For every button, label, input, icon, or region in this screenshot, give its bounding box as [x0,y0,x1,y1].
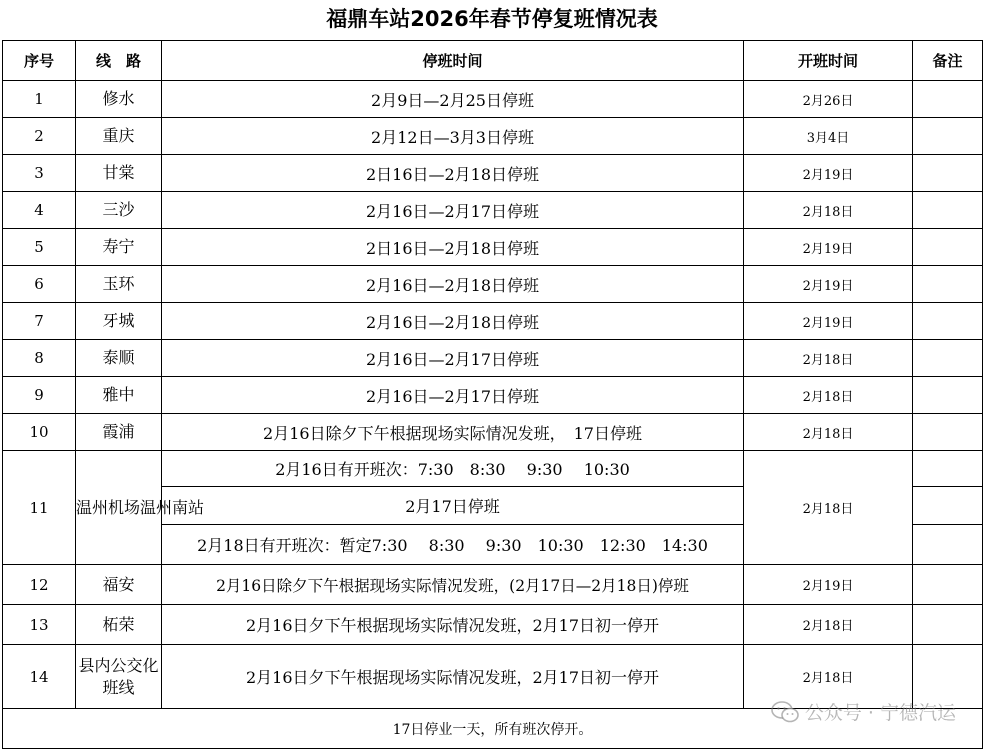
cell-resume-time: 2月19日 [744,303,913,340]
cell-seq: 6 [3,266,76,303]
cell-seq: 12 [3,565,76,605]
cell-seq: 11 [3,451,76,565]
cell-stop-time: 2日16日—2月18日停班 [162,155,744,192]
page-title: 福鼎车站2026年春节停复班情况表 [326,7,658,31]
cell-note [913,377,983,414]
table-row [3,192,983,229]
table-row [3,340,983,377]
cell-stop-time: 2月16日除夕下午根据现场实际情况发班， 17日停班 [162,414,744,451]
cell-resume-time: 2月18日 [744,451,913,565]
cell-note [913,192,983,229]
cell-seq: 3 [3,155,76,192]
cell-note [913,525,983,565]
cell-resume-time: 2月19日 [744,229,913,266]
cell-stop-time: 2月16日除夕下午根据现场实际情况发班，(2月17日—2月18日)停班 [162,565,744,605]
cell-seq: 1 [3,81,76,118]
table-row [3,303,983,340]
header-route: 线 路 [76,41,162,81]
cell-resume-time: 2月18日 [744,645,913,709]
cell-resume-time: 2月19日 [744,565,913,605]
cell-stop-time: 2月16日夕下午根据现场实际情况发班，2月17日初一停开 [162,645,744,709]
cell-stop-time: 2月12日—3月3日停班 [162,118,744,155]
table-row [3,118,983,155]
cell-route: 牙城 [76,303,162,340]
cell-route: 温州机场温州南站 [76,451,162,565]
table-row [3,229,983,266]
cell-route: 玉环 [76,266,162,303]
cell-seq: 2 [3,118,76,155]
cell-stop-time: 2月16日—2月18日停班 [162,303,744,340]
cell-note [913,155,983,192]
table-row [3,377,983,414]
cell-resume-time: 2月18日 [744,414,913,451]
cell-resume-time: 2月26日 [744,81,913,118]
table-row [3,266,983,303]
cell-route: 重庆 [76,118,162,155]
cell-seq: 5 [3,229,76,266]
cell-route: 柘荣 [76,605,162,645]
watermark [771,698,956,725]
cell-route: 寿宁 [76,229,162,266]
cell-route: 泰顺 [76,340,162,377]
header-stop-time: 停班时间 [162,41,744,81]
cell-note [913,340,983,377]
wechat-icon [771,701,799,723]
cell-route: 雅中 [76,377,162,414]
cell-stop-time: 2月16日—2月18日停班 [162,266,744,303]
table-row [3,81,983,118]
cell-note [913,487,983,525]
cell-route: 甘棠 [76,155,162,192]
header-note: 备注 [913,41,983,81]
cell-resume-time: 2月18日 [744,340,913,377]
cell-note [913,81,983,118]
table-row [3,605,983,645]
cell-route: 修水 [76,81,162,118]
watermark-text: 公众号 · 宁德汽运 [804,702,956,724]
cell-stop-time: 2日16日—2月18日停班 [162,229,744,266]
cell-resume-time: 3月4日 [744,118,913,155]
table-row [3,451,983,487]
schedule-table [2,40,983,749]
cell-stop-time: 2月16日—2月17日停班 [162,192,744,229]
cell-stop-time: 2月18日有开班次：暂定7:30 8:30 9:30 10:30 12:30 14:30 [162,525,744,565]
cell-seq: 10 [3,414,76,451]
cell-seq: 13 [3,605,76,645]
cell-note [913,565,983,605]
cell-note [913,229,983,266]
header-row [3,41,983,81]
table-row [3,565,983,605]
cell-seq: 4 [3,192,76,229]
cell-stop-time: 2月16日有开班次：7:30 8:30 9:30 10:30 [162,451,744,487]
cell-resume-time: 2月19日 [744,155,913,192]
footer-note: 17日停业一天，所有班次停开。 [3,709,983,749]
cell-route: 县内公交化班线 [76,645,162,709]
cell-route: 福安 [76,565,162,605]
cell-stop-time: 2月17日停班 [162,487,744,525]
cell-resume-time: 2月19日 [744,266,913,303]
table-row [3,414,983,451]
cell-route: 三沙 [76,192,162,229]
cell-note [913,118,983,155]
cell-stop-time: 2月16日夕下午根据现场实际情况发班，2月17日初一停开 [162,605,744,645]
cell-route: 霞浦 [76,414,162,451]
cell-resume-time: 2月18日 [744,377,913,414]
header-resume-time: 开班时间 [744,41,913,81]
cell-resume-time: 2月18日 [744,605,913,645]
cell-seq: 14 [3,645,76,709]
cell-resume-time: 2月18日 [744,192,913,229]
cell-note [913,303,983,340]
cell-stop-time: 2月9日—2月25日停班 [162,81,744,118]
cell-stop-time: 2月16日—2月17日停班 [162,377,744,414]
table-row [3,155,983,192]
cell-stop-time: 2月16日—2月17日停班 [162,340,744,377]
cell-seq: 8 [3,340,76,377]
cell-seq: 9 [3,377,76,414]
header-seq: 序号 [3,41,76,81]
cell-seq: 7 [3,303,76,340]
cell-note [913,451,983,487]
cell-note [913,605,983,645]
cell-note [913,266,983,303]
cell-note [913,414,983,451]
